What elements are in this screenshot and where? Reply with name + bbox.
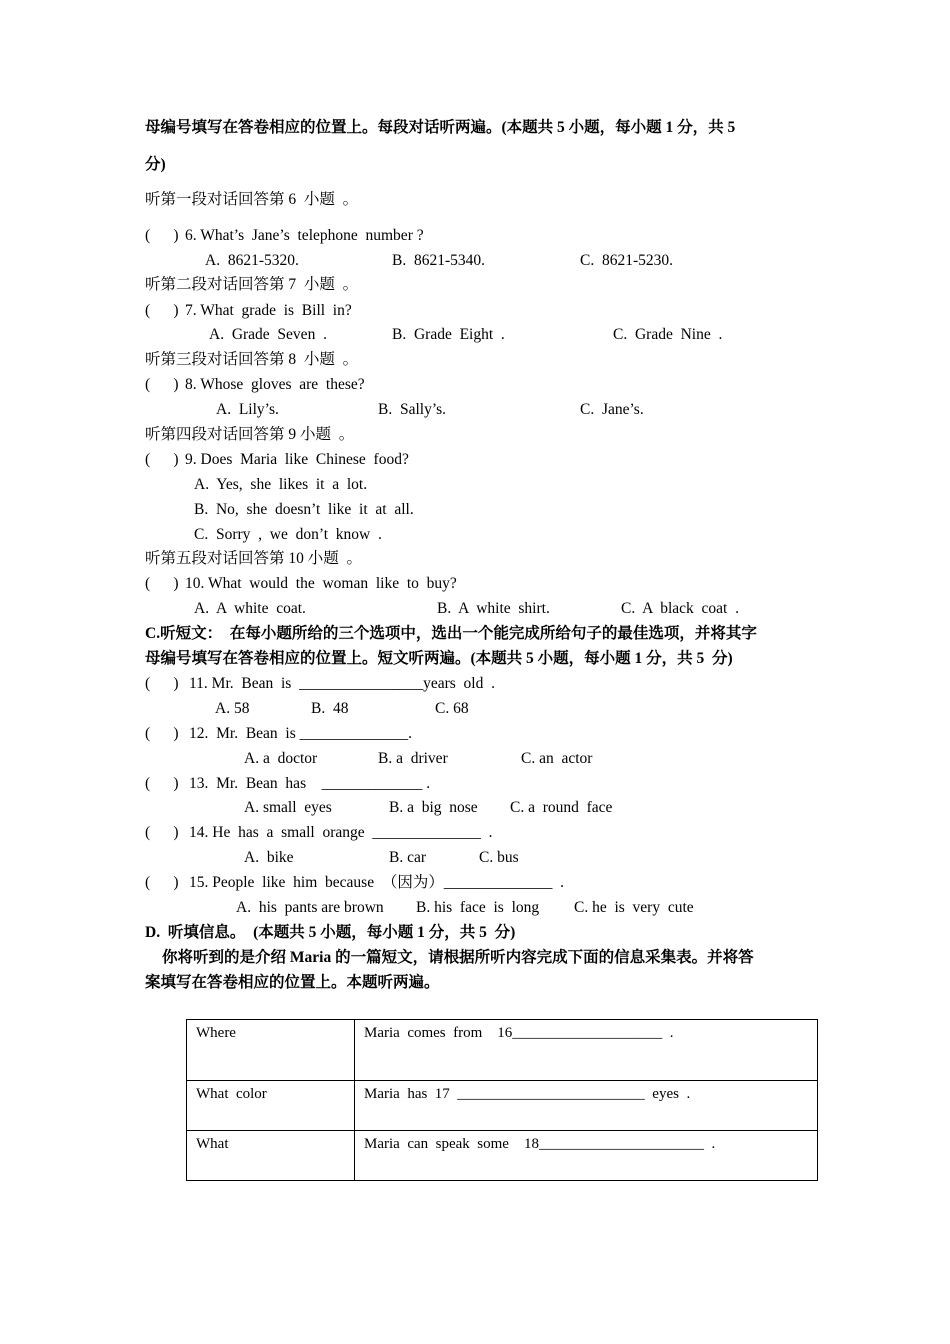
answer-bracket-6[interactable]: ( ): [145, 227, 179, 244]
q13-option-a: A. small eyes: [244, 799, 332, 816]
row-content-18[interactable]: Maria can speak some 18______________________ .: [355, 1131, 818, 1181]
section-b-instruction-line2: 分): [145, 156, 166, 173]
q8-option-b: B. Sally’s.: [378, 401, 447, 418]
q15-option-b: B. his face is long: [416, 899, 540, 916]
section-d-heading: D. 听填信息。 (本题共 5 小题，每小题 1 分，共 5 分): [145, 924, 516, 941]
q6-option-a: A. 8621-5320.: [205, 252, 299, 269]
q14-option-c: C. bus: [479, 849, 519, 866]
q10-option-a: A. A white coat.: [194, 600, 306, 617]
q14-option-b: B. car: [389, 849, 427, 866]
dialogue-5-intro: 听第五段对话回答第 10 小题 。: [145, 550, 363, 567]
q12-option-a: A. a doctor: [244, 750, 318, 767]
q10-option-b: B. A white shirt.: [437, 600, 550, 617]
q9-option-b: B. No, she doesn’t like it at all.: [194, 501, 414, 518]
answer-bracket-14[interactable]: ( ): [145, 824, 179, 841]
question-6: 6. What’s Jane’s telephone number ?: [185, 227, 424, 244]
question-12: 12. Mr. Bean is ______________.: [189, 725, 413, 742]
q6-option-b: B. 8621-5340.: [392, 252, 485, 269]
q7-option-a: A. Grade Seven .: [209, 326, 327, 343]
row-content-16[interactable]: Maria comes from 16____________________ .: [355, 1020, 818, 1081]
question-11: 11. Mr. Bean is ________________years old .: [189, 675, 495, 692]
answer-bracket-7[interactable]: ( ): [145, 302, 179, 319]
answer-bracket-10[interactable]: ( ): [145, 575, 179, 592]
row-label-what: What: [187, 1131, 355, 1181]
table-row: [187, 1020, 818, 1081]
q13-option-c: C. a round face: [510, 799, 613, 816]
q7-option-b: B. Grade Eight .: [392, 326, 505, 343]
q11-option-c: C. 68: [435, 700, 469, 717]
row-content-17[interactable]: Maria has 17 _________________________ eyes .: [355, 1081, 818, 1131]
q12-option-c: C. an actor: [521, 750, 593, 767]
answer-bracket-11[interactable]: ( ): [145, 675, 179, 692]
question-9: 9. Does Maria like Chinese food?: [185, 451, 409, 468]
dialogue-2-intro: 听第二段对话回答第 7 小题 。: [145, 276, 359, 293]
section-c-instruction-line1: C.听短文： 在每小题所给的三个选项中，选出一个能完成所给句子的最佳选项，并将其字: [145, 625, 757, 642]
question-13: 13. Mr. Bean has _____________ .: [189, 775, 431, 792]
q15-option-a: A. his pants are brown: [236, 899, 384, 916]
table-row: [187, 1131, 818, 1181]
q8-option-c: C. Jane’s.: [580, 401, 644, 418]
dialogue-4-intro: 听第四段对话回答第 9 小题 。: [145, 426, 355, 443]
question-10: 10. What would the woman like to buy?: [185, 575, 457, 592]
q10-option-c: C. A black coat .: [621, 600, 739, 617]
dialogue-1-intro: 听第一段对话回答第 6 小题 。: [145, 191, 359, 208]
q8-option-a: A. Lily’s.: [216, 401, 279, 418]
q11-option-b: B. 48: [311, 700, 349, 717]
answer-bracket-15[interactable]: ( ): [145, 874, 179, 891]
section-c-instruction-line2: 母编号填写在答卷相应的位置上。短文听两遍。(本题共 5 小题，每小题 1 分，共 5 分): [145, 650, 733, 667]
row-label-where: Where: [187, 1020, 355, 1081]
row-label-what-color: What color: [187, 1081, 355, 1131]
table-row: [187, 1081, 818, 1131]
dialogue-3-intro: 听第三段对话回答第 8 小题 。: [145, 351, 359, 368]
q13-option-b: B. a big nose: [389, 799, 478, 816]
q15-option-c: C. he is very cute: [574, 899, 694, 916]
section-d-instruction-line2: 案填写在答卷相应的位置上。本题听两遍。: [145, 974, 440, 991]
answer-bracket-8[interactable]: ( ): [145, 376, 179, 393]
section-b-instruction-line1: 母编号填写在答卷相应的位置上。每段对话听两遍。(本题共 5 小题，每小题 1 分，共 5: [145, 119, 736, 136]
question-8: 8. Whose gloves are these?: [185, 376, 365, 393]
question-14: 14. He has a small orange ______________ .: [189, 824, 493, 841]
q9-option-a: A. Yes, she likes it a lot.: [194, 476, 368, 493]
q6-option-c: C. 8621-5230.: [580, 252, 673, 269]
q9-option-c: C. Sorry , we don’t know .: [194, 526, 382, 543]
answer-bracket-13[interactable]: ( ): [145, 775, 179, 792]
answer-bracket-9[interactable]: ( ): [145, 451, 179, 468]
q7-option-c: C. Grade Nine .: [613, 326, 723, 343]
q12-option-b: B. a driver: [378, 750, 448, 767]
q11-option-a: A. 58: [215, 700, 250, 717]
answer-bracket-12[interactable]: ( ): [145, 725, 179, 742]
question-15: 15. People like him because （因为）______________ .: [189, 874, 564, 891]
info-table: [186, 1019, 818, 1181]
question-7: 7. What grade is Bill in?: [185, 302, 352, 319]
q14-option-a: A. bike: [244, 849, 294, 866]
section-d-instruction-line1: 你将听到的是介绍 Maria 的一篇短文，请根据所听内容完成下面的信息采集表。并将答: [162, 949, 754, 966]
